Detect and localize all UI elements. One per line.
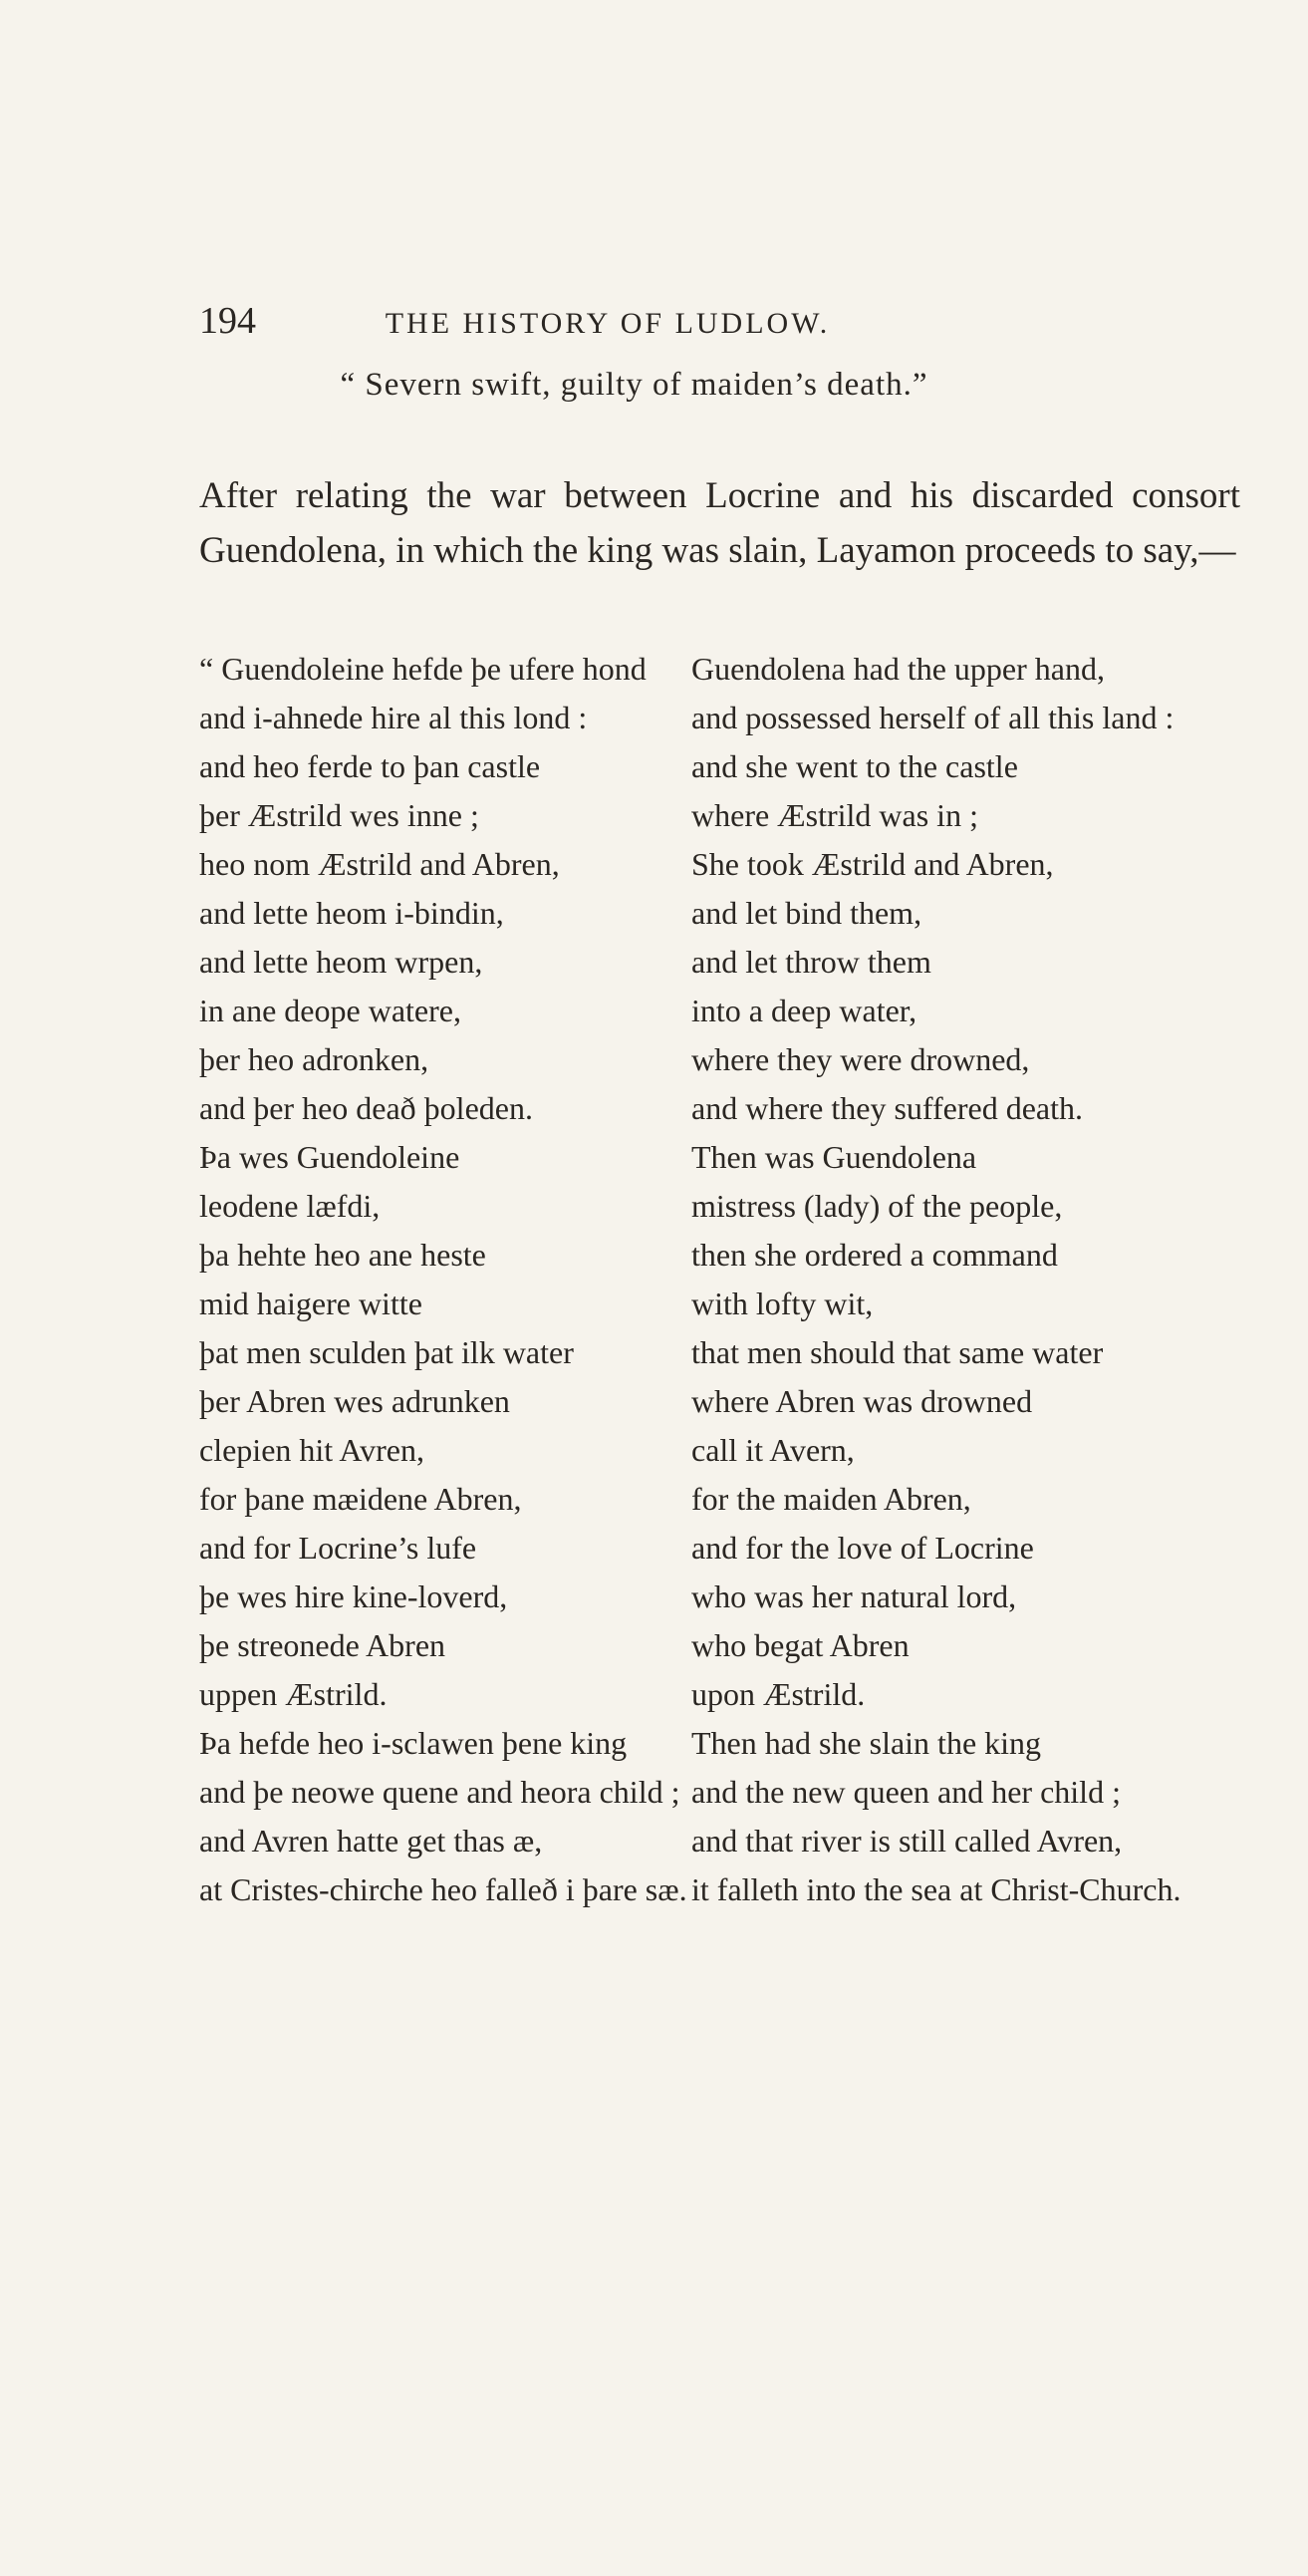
translation-verse-line: where Abren was drowned: [691, 1383, 1033, 1419]
translation-verse-line: and that river is still called Avren,: [691, 1823, 1123, 1859]
epigraph-quote: “ Severn swift, guilty of maiden’s death.”: [340, 367, 928, 403]
translation-verse-line: and possessed herself of all this land :: [691, 700, 1175, 735]
running-title: THE HISTORY OF LUDLOW.: [385, 307, 831, 340]
translation-verse-line: and let bind them,: [691, 895, 922, 931]
original-verse-line: and for Locrine’s lufe: [199, 1530, 477, 1566]
translation-verse-line: Guendolena had the upper hand,: [691, 651, 1105, 687]
original-verse-line: and heo ferde to þan castle: [199, 748, 541, 784]
original-verse-line: at Cristes-chirche heo falleð i þare sæ.: [199, 1871, 687, 1907]
original-verse-line: and þe neowe quene and heora child ;: [199, 1774, 680, 1810]
original-verse-line: þat men sculden þat ilk water: [199, 1334, 574, 1370]
original-verse-line: in ane deope watere,: [199, 993, 461, 1028]
original-verse-line: for þane mæidene Abren,: [199, 1481, 522, 1517]
translation-verse-line: and for the love of Locrine: [691, 1530, 1034, 1566]
original-verse-line: uppen Æstrild.: [199, 1676, 388, 1712]
original-verse-line: and þer heo deað þoleden.: [199, 1090, 533, 1126]
intro-paragraph: After relating the war between Locrine and his discarded consort Guendolena, in which the king was slain, Layamon proceeds to say,—: [199, 475, 1240, 571]
translation-verse-line: and let throw them: [691, 944, 931, 980]
original-verse-line: þe wes hire kine-loverd,: [199, 1578, 508, 1614]
translation-verse-line: into a deep water,: [691, 993, 917, 1028]
original-verse-line: mid haigere witte: [199, 1286, 422, 1321]
translation-verse-line: upon Æstrild.: [691, 1676, 866, 1712]
translation-verse-line: Then was Guendolena: [691, 1139, 977, 1175]
translation-verse-line: for the maiden Abren,: [691, 1481, 971, 1517]
original-verse-line: “ Guendoleine hefde þe ufere hond: [199, 651, 647, 687]
translation-verse-line: call it Avern,: [691, 1432, 855, 1468]
translation-verse-line: and where they suffered death.: [691, 1090, 1084, 1126]
original-verse-line: clepien hit Avren,: [199, 1432, 424, 1468]
translation-verse-line: then she ordered a command: [691, 1237, 1058, 1273]
translation-verse-line: mistress (lady) of the people,: [691, 1188, 1063, 1224]
original-verse-line: þer Abren wes adrunken: [199, 1383, 510, 1419]
translation-verse-line: with lofty wit,: [691, 1286, 874, 1321]
translation-verse-line: where they were drowned,: [691, 1041, 1030, 1077]
original-verse-line: and lette heom i-bindin,: [199, 895, 504, 931]
original-verse-line: Þa wes Guendoleine: [199, 1139, 460, 1175]
translation-verse-line: Then had she slain the king: [691, 1725, 1042, 1761]
original-verse-line: þer Æstrild wes inne ;: [199, 797, 479, 833]
translation-verse-line: that men should that same water: [691, 1334, 1104, 1370]
original-verse-line: þer heo adronken,: [199, 1041, 429, 1077]
original-verse-line: þe streonede Abren: [199, 1627, 446, 1663]
original-verse-line: Þa hefde heo i-sclawen þene king: [199, 1725, 628, 1761]
original-verse-line: and i-ahnede hire al this lond :: [199, 700, 588, 735]
original-verse-line: heo nom Æstrild and Abren,: [199, 846, 560, 882]
original-verse-line: and Avren hatte get thas æ,: [199, 1823, 543, 1859]
original-verse-line: and lette heom wrpen,: [199, 944, 483, 980]
translation-verse-line: and she went to the castle: [691, 748, 1018, 784]
translation-verse-line: where Æstrild was in ;: [691, 797, 978, 833]
translation-verse-line: who begat Abren: [691, 1627, 910, 1663]
original-verse-line: þa hehte heo ane heste: [199, 1237, 486, 1273]
translation-verse-line: it falleth into the sea at Christ-Church.: [691, 1871, 1181, 1907]
page-number: 194: [199, 300, 256, 342]
translation-verse-line: She took Æstrild and Abren,: [691, 846, 1054, 882]
original-verse-line: leodene læfdi,: [199, 1188, 381, 1224]
page-header: [199, 299, 956, 349]
translation-verse-line: who was her natural lord,: [691, 1578, 1017, 1614]
translation-verse-line: and the new queen and her child ;: [691, 1774, 1121, 1810]
